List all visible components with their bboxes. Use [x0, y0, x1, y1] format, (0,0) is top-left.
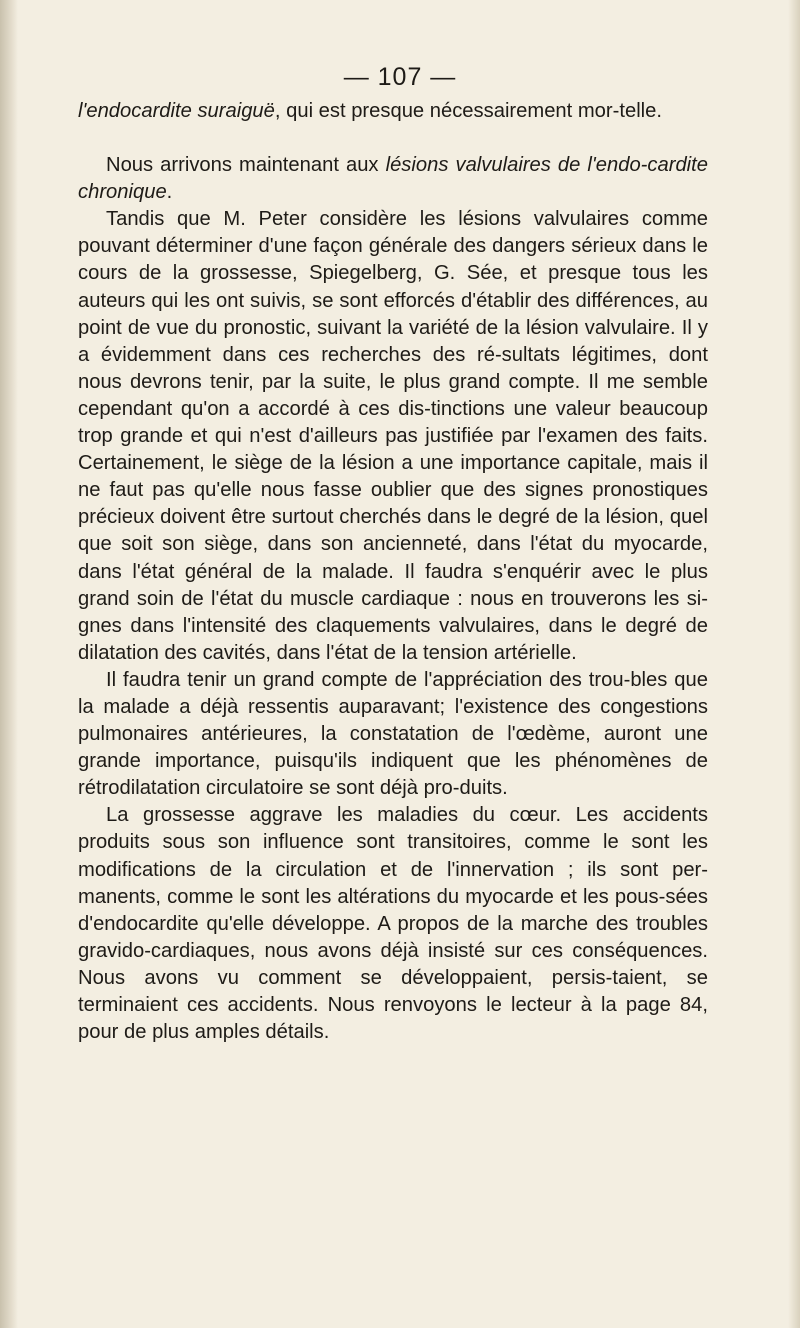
paragraph-3: Tandis que M. Peter considère les lésions valvulaires comme pouvant déterminer d'une façon générale des dangers sérieux dans le cours de la grossesse, Spiegelberg, G. Sée, et presque tous les auteurs qui les ont suivis, se sont efforcés d'établir des différences, au point de vue du pronostic, suivant la variété de la lésion valvulaire. Il y a évidemment dans ces recherches des ré-sultats légitimes, dont nous devrons tenir, par la suite, le plus grand compte. Il me semble cependant qu'on a accordé à ces dis-tinctions une valeur beaucoup trop grande et qui n'est d'ailleurs pas justifiée par l'examen des faits. Certainement, le siège de la lésion a une importance capitale, mais il ne faut pas qu'elle nous fasse oublier que des signes pronostiques précieux doivent être surtout cherchés dans le degré de la lésion, quel que soit son siège, dans son ancienneté, dans l'état du myocarde, dans l'état général de la malade. Il faudra s'enquérir avec le plus grand soin de l'état du muscle cardiaque : nous en trouverons les si-gnes dans l'intensité des claquements valvulaires, dans le degré de dilatation des cavités, dans l'état de la tension artérielle. — [78, 208, 708, 664]
page-number: — 107 — — [343, 63, 457, 91]
page-edge-shadow-right — [788, 0, 800, 1328]
paragraph-1 — [78, 98, 708, 125]
paragraph-4: Il faudra tenir un grand compte de l'appréciation des trou-bles que la malade a déjà ressentis auparavant; l'existence des congestions pulmonaires antérieures, la constatation de l'œdème, auront une grande importance, puisqu'ils indiquent que les phénomènes de rétrodilatation circulatoire se sont déjà pro-duits. — [78, 668, 708, 800]
body-text — [78, 98, 708, 1046]
page-edge-shadow-left — [0, 0, 18, 1328]
paragraph-2 — [78, 152, 708, 206]
paragraph-1-italic: l'endocardite suraiguë — [78, 100, 275, 122]
paragraph-1-text: , qui est presque nécessairement mor-telle. — [274, 100, 663, 122]
paragraph-2-tail: . — [166, 181, 173, 204]
paragraph-2-italic: lésions valvulaires de l'endo-cardite chronique — [78, 154, 708, 204]
paragraph-5: La grossesse aggrave les maladies du cœur. Les accidents produits sous son influence sont transitoires, comme le sont les modifications de la circulation et de l'innervation ; ils sont per-manents, comme le sont les altérations du myocarde et les pous-sées d'endocardite qu'elle développe. A propos de la marche des troubles gravido-cardiaques, nous avons déjà insisté sur ces conséquences. Nous avons vu comment se développaient, persis-taient, se terminaient ces accidents. Nous renvoyons le lecteur à la page 84, pour de plus amples détails. — [78, 804, 708, 1044]
paragraph-2-lead: Nous arrivons maintenant aux — [106, 154, 386, 177]
